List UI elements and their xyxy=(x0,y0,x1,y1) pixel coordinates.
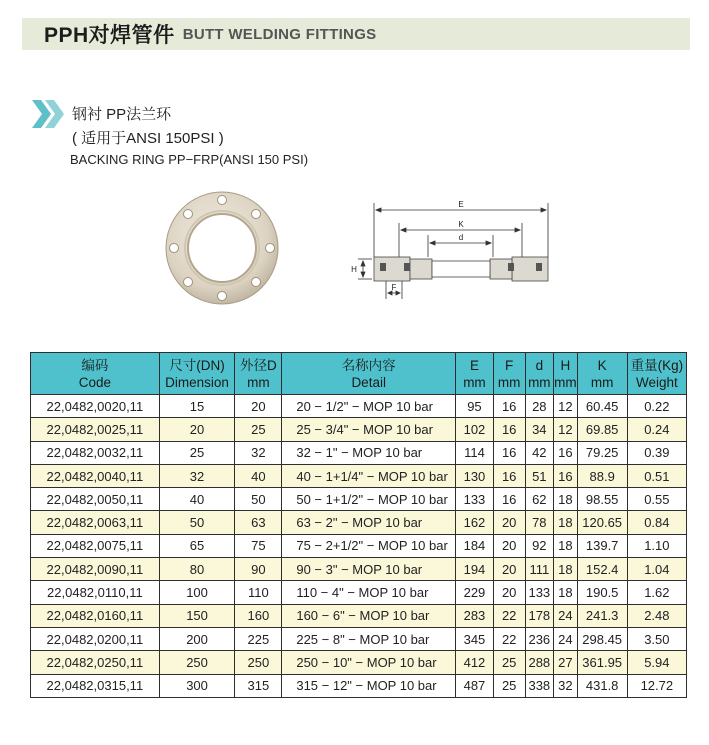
table-cell: 283 xyxy=(456,604,494,627)
table-cell: 160 xyxy=(235,604,282,627)
table-cell: 18 xyxy=(554,558,578,581)
table-cell: 16 xyxy=(493,418,525,441)
column-header-cn: H xyxy=(560,357,571,373)
double-chevron-icon xyxy=(32,100,66,128)
table-cell: 25 xyxy=(493,674,525,697)
table-cell: 162 xyxy=(456,511,494,534)
table-cell: 50 xyxy=(159,511,235,534)
table-cell: 298.45 xyxy=(577,627,627,650)
table-cell: 100 xyxy=(159,581,235,604)
table-cell: 20 xyxy=(235,395,282,418)
table-cell: 69.85 xyxy=(577,418,627,441)
table-cell: 90 − 3" − MOP 10 bar xyxy=(282,558,456,581)
table-cell: 75 xyxy=(235,534,282,557)
table-cell: 225 − 8" − MOP 10 bar xyxy=(282,627,456,650)
table-cell: 120.65 xyxy=(577,511,627,534)
table-cell: 0.24 xyxy=(627,418,686,441)
column-header-cn: 尺寸(DN) xyxy=(169,357,225,373)
table-cell: 250 xyxy=(235,651,282,674)
table-cell: 42 xyxy=(525,441,554,464)
table-cell: 65 xyxy=(159,534,235,557)
table-cell: 361.95 xyxy=(577,651,627,674)
table-cell: 190.5 xyxy=(577,581,627,604)
table-cell: 22,0482,0063,11 xyxy=(31,511,160,534)
table-cell: 22,0482,0032,11 xyxy=(31,441,160,464)
column-header-en: Dimension xyxy=(165,374,229,390)
header-banner xyxy=(22,18,690,50)
table-cell: 24 xyxy=(554,604,578,627)
column-header xyxy=(282,353,456,395)
column-header-en: mm xyxy=(247,374,270,390)
technical-drawing xyxy=(336,195,556,305)
table-cell: 184 xyxy=(456,534,494,557)
table-cell: 236 xyxy=(525,627,554,650)
table-cell: 18 xyxy=(554,488,578,511)
table-row xyxy=(31,464,687,487)
column-header-cn: 外径D xyxy=(239,357,277,373)
dim-label-f: F xyxy=(391,283,397,292)
table-cell: 28 xyxy=(525,395,554,418)
table-cell: 78 xyxy=(525,511,554,534)
table-row xyxy=(31,581,687,604)
table-cell: 16 xyxy=(554,464,578,487)
table-cell: 60.45 xyxy=(577,395,627,418)
column-header-cn: d xyxy=(535,357,544,373)
table-cell: 51 xyxy=(525,464,554,487)
table-cell: 200 xyxy=(159,627,235,650)
table-cell: 16 xyxy=(493,395,525,418)
table-cell: 92 xyxy=(525,534,554,557)
table-cell: 1.04 xyxy=(627,558,686,581)
table-cell: 110 xyxy=(235,581,282,604)
table-row xyxy=(31,651,687,674)
table-cell: 160 − 6" − MOP 10 bar xyxy=(282,604,456,627)
column-header xyxy=(31,353,160,395)
table-cell: 5.94 xyxy=(627,651,686,674)
table-cell: 20 xyxy=(493,511,525,534)
table-cell: 178 xyxy=(525,604,554,627)
table-cell: 18 xyxy=(554,581,578,604)
table-cell: 250 − 10" − MOP 10 bar xyxy=(282,651,456,674)
table-cell: 62 xyxy=(525,488,554,511)
table-cell: 111 xyxy=(525,558,554,581)
table-cell: 12 xyxy=(554,418,578,441)
table-cell: 40 − 1+1/4" − MOP 10 bar xyxy=(282,464,456,487)
table-cell: 80 xyxy=(159,558,235,581)
column-header-cn: 编码 xyxy=(81,357,109,373)
table-cell: 114 xyxy=(456,441,494,464)
product-name-cn: 钢衬 PP法兰环 xyxy=(72,106,172,123)
table-cell: 15 xyxy=(159,395,235,418)
table-cell: 98.55 xyxy=(577,488,627,511)
table-cell: 12 xyxy=(554,395,578,418)
table-row xyxy=(31,674,687,697)
banner-title-cn: PPH对焊管件 xyxy=(44,24,175,47)
table-cell: 102 xyxy=(456,418,494,441)
column-header-cn: F xyxy=(505,357,514,373)
table-cell: 22,0482,0200,11 xyxy=(31,627,160,650)
column-header-en: mm xyxy=(590,374,614,390)
table-cell: 27 xyxy=(554,651,578,674)
table-cell: 50 xyxy=(235,488,282,511)
table-cell: 88.9 xyxy=(577,464,627,487)
table-cell: 194 xyxy=(456,558,494,581)
table-cell: 300 xyxy=(159,674,235,697)
table-cell: 40 xyxy=(159,488,235,511)
dim-label-k: K xyxy=(458,220,464,229)
table-cell: 225 xyxy=(235,627,282,650)
table-cell: 63 xyxy=(235,511,282,534)
table-cell: 24 xyxy=(554,627,578,650)
table-cell: 95 xyxy=(456,395,494,418)
table-cell: 0.22 xyxy=(627,395,686,418)
column-header-en: mm xyxy=(497,374,521,390)
banner-title-en: BUTT WELDING FITTINGS xyxy=(182,25,377,43)
table-cell: 0.39 xyxy=(627,441,686,464)
table-cell: 22 xyxy=(493,627,525,650)
table-cell: 338 xyxy=(525,674,554,697)
table-body xyxy=(31,395,687,698)
table-cell: 22,0482,0025,11 xyxy=(31,418,160,441)
product-spec-cn: ( 适用于ANSI 150PSI ) xyxy=(72,130,224,147)
table-cell: 133 xyxy=(456,488,494,511)
table-cell: 1.62 xyxy=(627,581,686,604)
table-header xyxy=(31,353,687,395)
column-header xyxy=(235,353,282,395)
column-header-en: mm xyxy=(528,374,551,390)
table-cell: 16 xyxy=(554,441,578,464)
column-header xyxy=(493,353,525,395)
table-cell: 20 xyxy=(493,558,525,581)
table-cell: 250 xyxy=(159,651,235,674)
table-cell: 22,0482,0040,11 xyxy=(31,464,160,487)
table-cell: 22,0482,0050,11 xyxy=(31,488,160,511)
table-cell: 315 − 12" − MOP 10 bar xyxy=(282,674,456,697)
table-cell: 0.51 xyxy=(627,464,686,487)
table-cell: 150 xyxy=(159,604,235,627)
table-cell: 79.25 xyxy=(577,441,627,464)
column-header xyxy=(627,353,686,395)
table-cell: 20 xyxy=(493,581,525,604)
table-cell: 25 xyxy=(159,441,235,464)
table-cell: 412 xyxy=(456,651,494,674)
table-cell: 20 xyxy=(493,534,525,557)
dim-label-h: H xyxy=(351,265,357,274)
table-cell: 25 − 3/4" − MOP 10 bar xyxy=(282,418,456,441)
table-cell: 18 xyxy=(554,534,578,557)
column-header-en: mm xyxy=(463,374,486,390)
dim-label-d: d xyxy=(458,233,464,242)
table-cell: 1.10 xyxy=(627,534,686,557)
table-row xyxy=(31,558,687,581)
table-cell: 152.4 xyxy=(577,558,627,581)
column-header xyxy=(525,353,554,395)
table-cell: 32 xyxy=(159,464,235,487)
table-row xyxy=(31,418,687,441)
column-header xyxy=(456,353,494,395)
column-header xyxy=(554,353,578,395)
dim-label-e: E xyxy=(458,200,464,209)
table-row xyxy=(31,534,687,557)
column-header-en: mm xyxy=(554,374,577,390)
table-cell: 32 xyxy=(554,674,578,697)
table-cell: 0.55 xyxy=(627,488,686,511)
table-row xyxy=(31,627,687,650)
table-cell: 22,0482,0020,11 xyxy=(31,395,160,418)
table-cell: 431.8 xyxy=(577,674,627,697)
table-cell: 345 xyxy=(456,627,494,650)
table-cell: 22 xyxy=(493,604,525,627)
table-cell: 75 − 2+1/2" − MOP 10 bar xyxy=(282,534,456,557)
table-cell: 16 xyxy=(493,464,525,487)
table-cell: 229 xyxy=(456,581,494,604)
table-cell: 32 − 1" − MOP 10 bar xyxy=(282,441,456,464)
table-cell: 139.7 xyxy=(577,534,627,557)
table-cell: 16 xyxy=(493,441,525,464)
table-cell: 20 xyxy=(159,418,235,441)
table-cell: 50 − 1+1/2" − MOP 10 bar xyxy=(282,488,456,511)
column-header-en: Code xyxy=(78,374,111,390)
table-row xyxy=(31,511,687,534)
column-header xyxy=(577,353,627,395)
table-cell: 133 xyxy=(525,581,554,604)
table-row xyxy=(31,488,687,511)
table-cell: 22,0482,0250,11 xyxy=(31,651,160,674)
table-cell: 16 xyxy=(493,488,525,511)
table-row xyxy=(31,441,687,464)
table-cell: 25 xyxy=(493,651,525,674)
table-cell: 63 − 2" − MOP 10 bar xyxy=(282,511,456,534)
table-cell: 288 xyxy=(525,651,554,674)
table-cell: 22,0482,0110,11 xyxy=(31,581,160,604)
column-header-cn: 重量(Kg) xyxy=(630,357,684,373)
column-header-cn: 名称内容 xyxy=(341,357,396,373)
product-name-en: BACKING RING PP−FRP(ANSI 150 PSI) xyxy=(70,152,309,167)
column-header-cn: K xyxy=(597,357,607,373)
table-cell: 2.48 xyxy=(627,604,686,627)
table-cell: 110 − 4" − MOP 10 bar xyxy=(282,581,456,604)
table-cell: 90 xyxy=(235,558,282,581)
table-cell: 487 xyxy=(456,674,494,697)
table-cell: 22,0482,0075,11 xyxy=(31,534,160,557)
column-header-en: Weight xyxy=(635,374,678,390)
table-cell: 20 − 1/2" − MOP 10 bar xyxy=(282,395,456,418)
table-cell: 22,0482,0090,11 xyxy=(31,558,160,581)
table-cell: 130 xyxy=(456,464,494,487)
table-cell: 25 xyxy=(235,418,282,441)
table-cell: 315 xyxy=(235,674,282,697)
table-cell: 18 xyxy=(554,511,578,534)
table-cell: 40 xyxy=(235,464,282,487)
table-cell: 0.84 xyxy=(627,511,686,534)
table-cell: 34 xyxy=(525,418,554,441)
column-header xyxy=(159,353,235,395)
table-cell: 3.50 xyxy=(627,627,686,650)
column-header-en: Detail xyxy=(351,374,386,390)
table-row xyxy=(31,604,687,627)
table-cell: 32 xyxy=(235,441,282,464)
specification-table xyxy=(30,352,687,698)
table-cell: 22,0482,0160,11 xyxy=(31,604,160,627)
table-row xyxy=(31,395,687,418)
flange-ring-image xyxy=(164,190,280,306)
column-header-cn: E xyxy=(469,357,479,373)
table-cell: 22,0482,0315,11 xyxy=(31,674,160,697)
table-cell: 241.3 xyxy=(577,604,627,627)
table-cell: 12.72 xyxy=(627,674,686,697)
